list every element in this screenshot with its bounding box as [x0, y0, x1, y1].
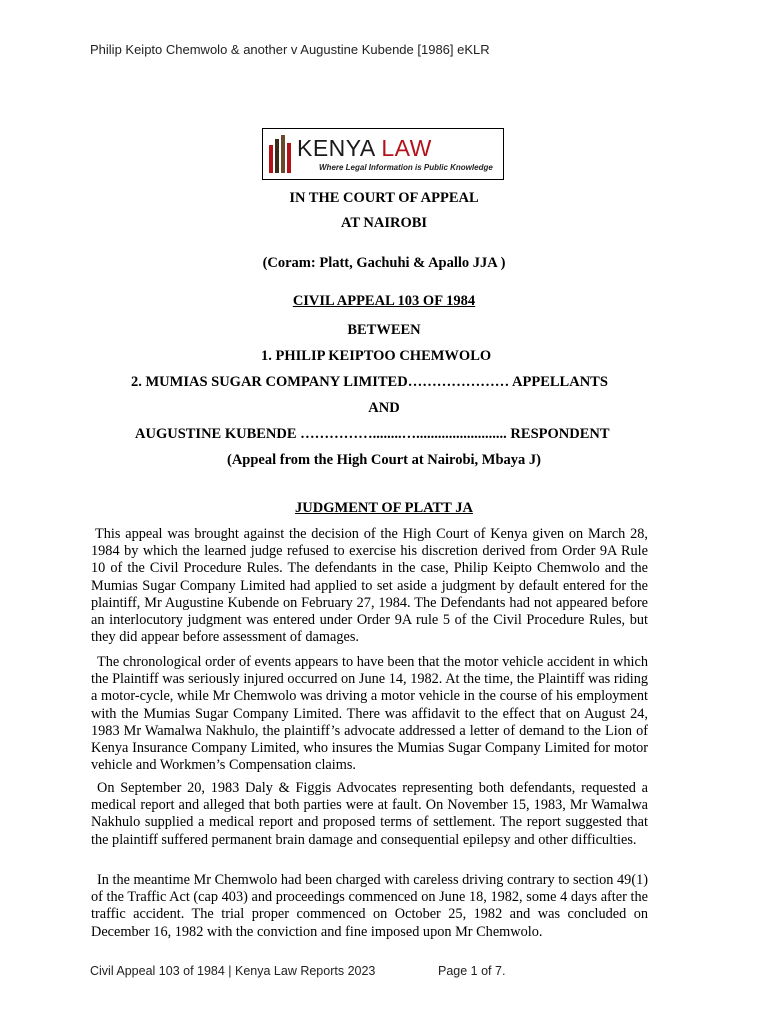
appellant-1: 1. PHILIP KEIPTOO CHEMWOLO [261, 348, 492, 364]
paragraph-3: On September 20, 1983 Daly & Figgis Advocates representing both defendants, requested a medical report and alleged that both parties were at fault. On November 15, 1983, Mr Wamalwa Nakhulo supplied a medical report and proposed terms of settlement. The report suggested that the plaintiff suffered permanent brain damage and consequential epilepsy and other difficulties. [91, 780, 648, 848]
logo-wordmark [297, 135, 432, 162]
case-number: CIVIL APPEAL 103 OF 1984 [292, 293, 476, 309]
logo-word-law: LAW [381, 135, 432, 161]
respondent: AUGUSTINE KUBENDE ……………........…......................... RESPONDENT [135, 426, 610, 442]
logo-pillars-icon [269, 135, 293, 173]
running-header: Philip Keipto Chemwolo & another v Augustine Kubende [1986] eKLR [90, 42, 490, 57]
logo-word-kenya: KENYA [297, 135, 375, 161]
court-name: IN THE COURT OF APPEAL [289, 190, 479, 206]
paragraph-4: In the meantime Mr Chemwolo had been charged with careless driving contrary to section 49(1) of the Traffic Act (cap 403) and proceedings commenced on June 18, 1982, some 4 days after the traffic accident. The trial proper commenced on October 25, 1982 and was concluded on December 16, 1982 with the conviction and fine imposed upon Mr Chemwolo. [91, 872, 648, 940]
appeal-from: (Appeal from the High Court at Nairobi, Mbaya J) [226, 452, 542, 468]
footer-page-number: Page 1 of 7. [438, 964, 506, 978]
footer-citation: Civil Appeal 103 of 1984 | Kenya Law Reports 2023 [90, 964, 376, 978]
and-label: AND [368, 400, 400, 416]
between-label: BETWEEN [347, 322, 421, 338]
paragraph-2: The chronological order of events appears to have been that the motor vehicle accident in which the Plaintiff was seriously injured occurred on June 14, 1982. At the time, the Plaintiff was riding a motor-cycle, while Mr Chemwolo was driving a motor vehicle in the course of his employment with the Mumias Sugar Company Limited. There was affidavit to the effect that on August 24, 1983 Mr Wamalwa Nakhulo, the plaintiff’s advocate addressed a letter of demand to the Lion of Kenya Insurance Company Limited, who insures the Mumias Sugar Company Limited for motor vehicle and Workmen’s Compensation claims. [91, 654, 648, 774]
kenya-law-logo [262, 128, 504, 180]
judgment-heading: JUDGMENT OF PLATT JA [295, 500, 473, 516]
coram: (Coram: Platt, Gachuhi & Apallo JJA ) [262, 255, 506, 271]
paragraph-1: This appeal was brought against the decision of the High Court of Kenya given on March 28, 1984 by which the learned judge refused to exercise his discretion derived from Order 9A Rule 10 of the Civil Procedure Rules. The defendants in the case, Philip Keipto Chemwolo and the Mumias Sugar Company Limited had applied to set aside a judgment by default entered for the plaintiff, Mr Augustine Kubende on February 27, 1984. The Defendants had not appeared before an interlocutory judgment was entered under Order 9A rule 5 of the Civil Procedure Rules, but they did appear before assessment of damages. [91, 526, 648, 646]
court-location: AT NAIROBI [340, 215, 428, 231]
appellant-2: 2. MUMIAS SUGAR COMPANY LIMITED………………… APPELLANTS [131, 374, 608, 390]
logo-tagline: Where Legal Information is Public Knowledge [319, 163, 493, 172]
